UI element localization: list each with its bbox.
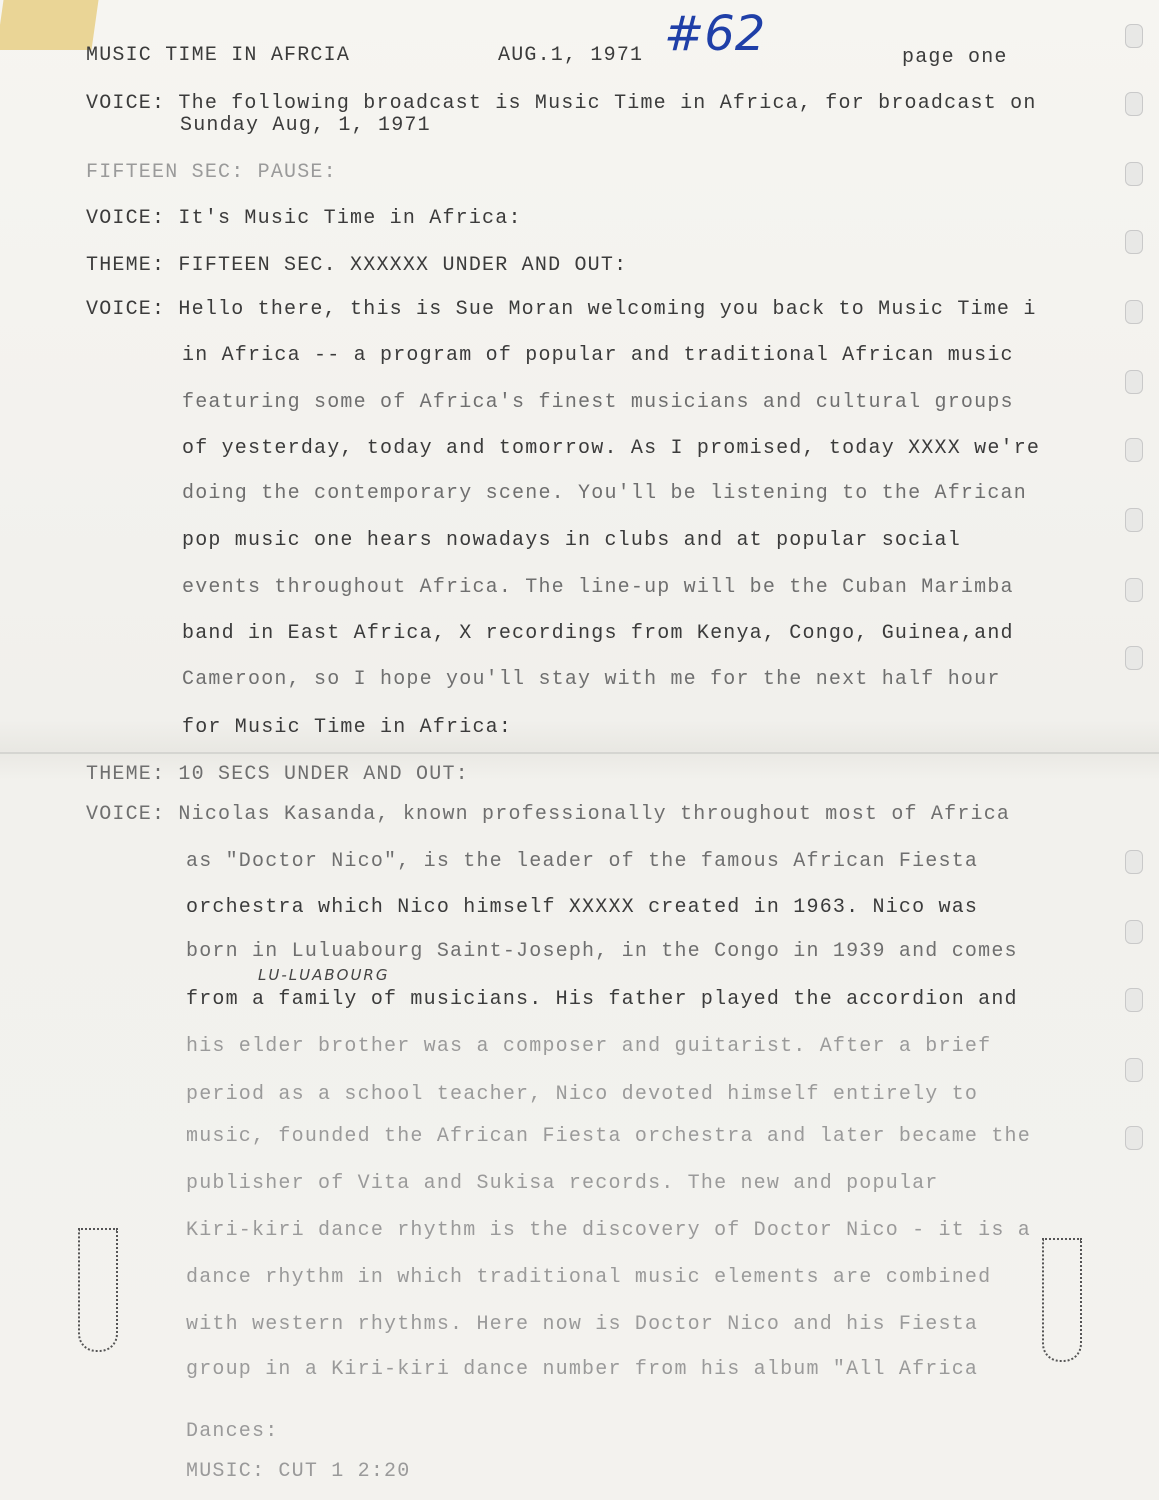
script-line: doing the contemporary scene. You'll be listening to the African — [182, 482, 1027, 505]
script-line: events throughout Africa. The line-up will be the Cuban Marimba — [182, 576, 1014, 599]
header-title: MUSIC TIME IN AFRCIA — [86, 44, 351, 67]
binder-hole — [1125, 578, 1143, 602]
script-line: music, founded the African Fiesta orchestra and later became the — [186, 1125, 1031, 1148]
binder-hole — [1125, 850, 1143, 874]
binder-hole — [1125, 230, 1143, 254]
script-line: FIFTEEN SEC: PAUSE: — [86, 161, 337, 184]
script-line: Dances: — [186, 1420, 279, 1443]
script-line: Cameroon, so I hope you'll stay with me for the next half hour — [182, 668, 1001, 691]
script-line: MUSIC: CUT 1 2:20 — [186, 1460, 411, 1483]
script-line: from a family of musicians. His father played the accordion and — [186, 988, 1018, 1011]
script-line: VOICE: Hello there, this is Sue Moran welcoming you back to Music Time i — [86, 298, 1037, 321]
binder-hole — [1125, 370, 1143, 394]
script-line: with western rhythms. Here now is Doctor Nico and his Fiesta — [186, 1313, 979, 1336]
binder-hole — [1125, 24, 1143, 48]
binder-hole — [1125, 920, 1143, 944]
script-line: VOICE: Nicolas Kasanda, known professionally throughout most of Africa — [86, 803, 1011, 826]
binder-hole — [1125, 1126, 1143, 1150]
script-line: born in Luluabourg Saint-Joseph, in the Congo in 1939 and comes — [186, 940, 1018, 963]
script-line: group in a Kiri-kiri dance number from his album "All Africa — [186, 1358, 979, 1381]
handwritten-correction: LU-LUABOURG — [258, 966, 390, 984]
binder-hole — [1125, 438, 1143, 462]
script-line: VOICE: It's Music Time in Africa: — [86, 207, 522, 230]
script-line: orchestra which Nico himself XXXXX created in 1963. Nico was — [186, 896, 979, 919]
handwritten-number: #62 — [664, 6, 766, 62]
script-line: Kiri-kiri dance rhythm is the discovery of Doctor Nico - it is a — [186, 1219, 1031, 1242]
binder-hole — [1125, 646, 1143, 670]
script-line: pop music one hears nowadays in clubs and at popular social — [182, 529, 961, 552]
script-line: of yesterday, today and tomorrow. As I promised, today XXXX we're — [182, 437, 1041, 460]
tape-strip — [0, 0, 99, 50]
perforation-mark — [78, 1228, 118, 1352]
binder-hole — [1125, 300, 1143, 324]
script-line: band in East Africa, X recordings from Kenya, Congo, Guinea,and — [182, 622, 1014, 645]
fold-line — [0, 752, 1159, 754]
script-line: Sunday Aug, 1, 1971 — [180, 114, 431, 137]
perforation-mark — [1042, 1238, 1082, 1362]
binder-hole — [1125, 92, 1143, 116]
script-line: dance rhythm in which traditional music elements are combined — [186, 1266, 992, 1289]
script-line: VOICE: The following broadcast is Music Time in Africa, for broadcast on — [86, 92, 1037, 115]
script-line: featuring some of Africa's finest musicians and cultural groups — [182, 391, 1014, 414]
script-line: in Africa -- a program of popular and traditional African music — [182, 344, 1014, 367]
script-line: THEME: FIFTEEN SEC. XXXXXX UNDER AND OUT: — [86, 254, 628, 277]
script-line: for Music Time in Africa: — [182, 716, 513, 739]
script-line: period as a school teacher, Nico devoted himself entirely to — [186, 1083, 979, 1106]
binder-hole — [1125, 1058, 1143, 1082]
binder-hole — [1125, 508, 1143, 532]
script-line: his elder brother was a composer and guitarist. After a brief — [186, 1035, 992, 1058]
script-line: as "Doctor Nico", is the leader of the famous African Fiesta — [186, 850, 979, 873]
header-date: AUG.1, 1971 — [498, 44, 644, 67]
header-page: page one — [902, 46, 1008, 69]
script-line: THEME: 10 SECS UNDER AND OUT: — [86, 763, 469, 786]
binder-hole — [1125, 162, 1143, 186]
script-line: publisher of Vita and Sukisa records. The new and popular — [186, 1172, 939, 1195]
binder-hole — [1125, 988, 1143, 1012]
